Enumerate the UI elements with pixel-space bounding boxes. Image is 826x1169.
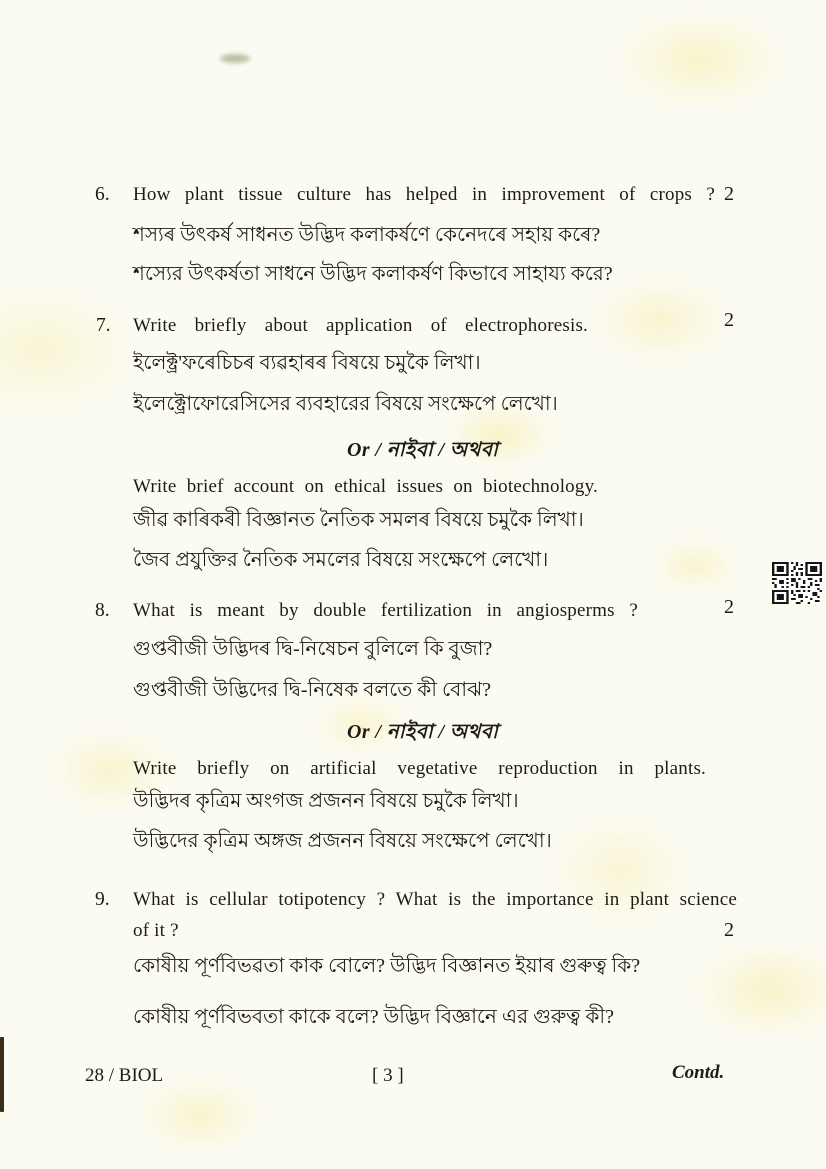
question-8-alt-assamese: উদ্ভিদৰ কৃত্ৰিম অংগজ প্ৰজনন বিষয়ে চমুকৈ লিখা। — [133, 790, 519, 812]
question-6-bengali: শস্যের উৎকর্ষতা সাধনে উদ্ভিদ কলাকর্ষণ কিভাবে সাহায্য করে? — [133, 263, 613, 285]
question-7-assamese: ইলেক্ট্ৰ'ফৰেচিচৰ ব্যৱহাৰৰ বিষয়ে চমুকৈ লিখা। — [133, 352, 481, 374]
question-7-marks: 2 — [724, 309, 734, 331]
question-7-bengali: ইলেক্ট্রোফোরেসিসের ব্যবহারের বিষয়ে সংক্ষেপে লেখো। — [133, 393, 558, 415]
question-8-english: What is meant by double fertilization in angiosperms ? — [133, 600, 638, 621]
ink-smudge — [220, 54, 250, 63]
question-9-english-line1: What is cellular totipotency ? What is the importance in plant science — [133, 889, 737, 910]
question-6-marks: 2 — [724, 183, 734, 205]
question-7-alt-english: Write brief account on ethical issues on biotechnology. — [133, 476, 598, 497]
footer-contd: Contd. — [672, 1062, 725, 1083]
question-9-assamese: কোষীয় পূৰ্ণবিভৱতা কাক বোলে? উদ্ভিদ বিজ্ঞানত ইয়াৰ গুৰুত্ব কি? — [133, 955, 641, 977]
question-7-english: Write briefly about application of electrophoresis. — [133, 315, 588, 336]
question-9-bengali: কোষীয় পূর্ণবিভবতা কাকে বলে? উদ্ভিদ বিজ্ঞানে এর গুরুত্ব কী? — [133, 1006, 614, 1028]
or-separator-question-7: Or / নাইবা / অথবা — [347, 439, 499, 461]
question-8-assamese: গুপ্তবীজী উদ্ভিদৰ দ্বি-নিষেচন বুলিলে কি বুজা? — [133, 638, 493, 660]
question-8-number: 8. — [95, 600, 110, 621]
scan-edge-artifact — [0, 1037, 4, 1112]
footer-page-number: [ 3 ] — [372, 1065, 404, 1086]
question-6-english: How plant tissue culture has helped in improvement of crops ? — [133, 184, 715, 205]
question-6-number: 6. — [95, 184, 110, 205]
question-6-assamese: শস্যৰ উৎকৰ্ষ সাধনত উদ্ভিদ কলাকৰ্ষণে কেনেদৰে সহায় কৰে? — [133, 224, 601, 246]
question-9-marks: 2 — [724, 919, 734, 941]
question-7-alt-assamese: জীৱ কাৰিকৰী বিজ্ঞানত নৈতিক সমলৰ বিষয়ে চমুকৈ লিখা। — [133, 509, 584, 531]
question-9-number: 9. — [95, 889, 110, 910]
question-9-english-line2: of it ? — [133, 920, 179, 941]
question-8-alt-english: Write briefly on artificial vegetative reproduction in plants. — [133, 758, 706, 779]
footer-paper-code: 28 / BIOL — [85, 1065, 164, 1086]
question-8-marks: 2 — [724, 596, 734, 618]
or-separator-question-8: Or / নাইবা / অথবা — [347, 721, 499, 743]
question-8-bengali: গুপ্তবীজী উদ্ভিদের দ্বি-নিষেক বলতে কী বোঝ? — [133, 679, 492, 701]
qr-code-icon — [772, 562, 822, 604]
question-8-alt-bengali: উদ্ভিদের কৃত্রিম অঙ্গজ প্রজনন বিষয়ে সংক্ষেপে লেখো। — [133, 830, 552, 852]
question-7-number: 7. — [96, 315, 111, 336]
question-7-alt-bengali: জৈব প্রযুক্তির নৈতিক সমলের বিষয়ে সংক্ষেপে লেখো। — [133, 549, 549, 571]
